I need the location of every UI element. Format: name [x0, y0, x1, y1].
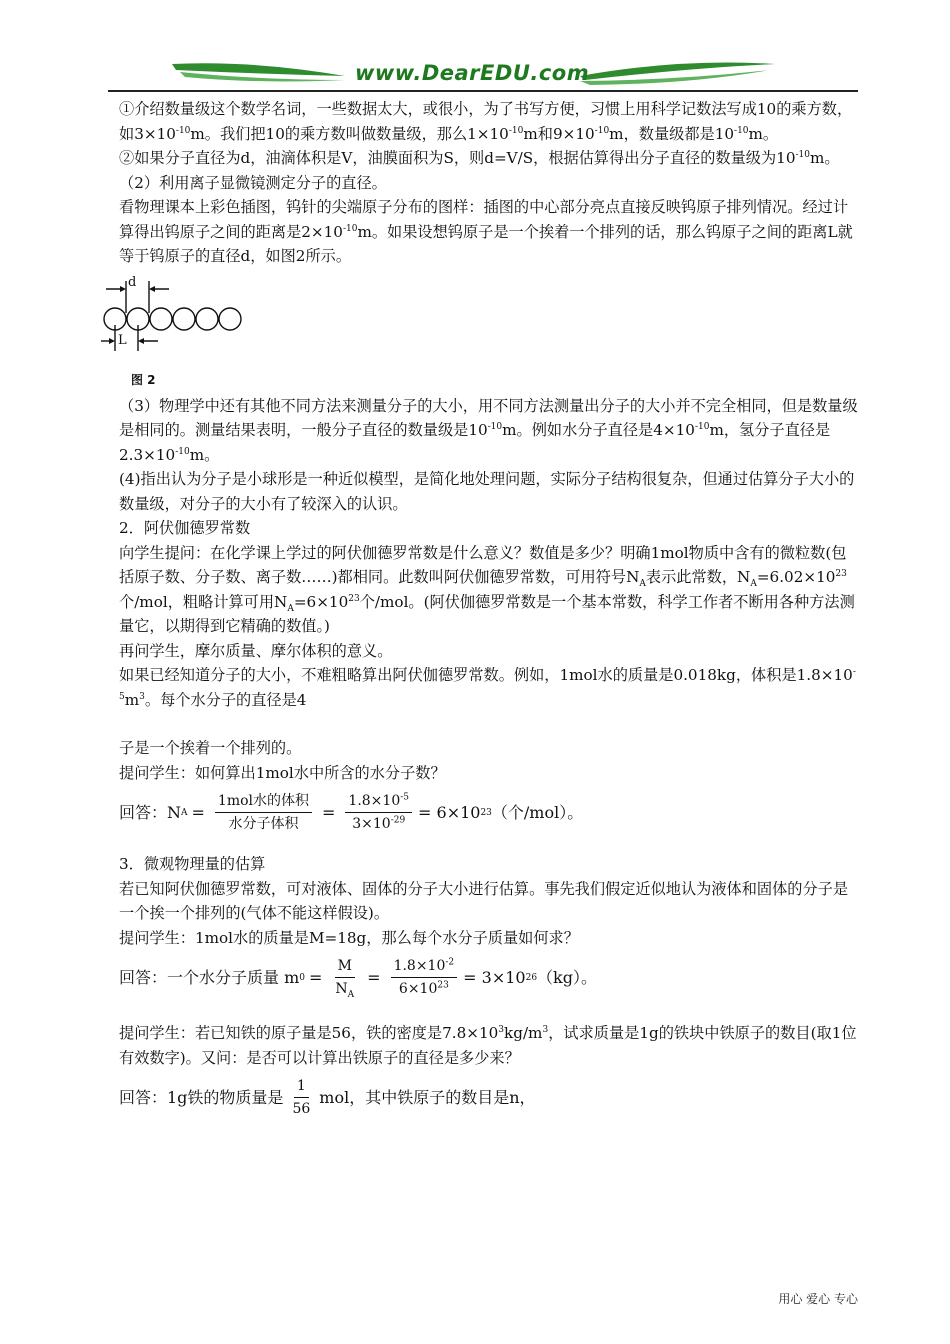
equation-iron-moles: 回答：1g铁的物质量是 $\frac{1}{56}$ mol，其中铁原子的数目是n， [119, 1078, 536, 1117]
figure-label-d: d [128, 274, 137, 290]
fraction-3: $\frac{M}{N_A}$ [335, 958, 355, 1000]
figure-caption: 图 2 [131, 372, 156, 387]
figure-2 [119, 269, 861, 394]
paragraph-8: 再问学生，摩尔质量、摩尔体积的意义。 [119, 641, 393, 660]
paragraph-4: 看物理课本上彩色插图，钨针的尖端原子分布的图样：插图的中心部分亮点直接反映钨原子排列情况。经过计算得出钨原子之间的距离是$2\times 10^{-10}m$。如果设想钨原子是一个挨着一个排列的话，那么钨原子之间的距离L就等于钨原子的直径d，如图2所示。 [119, 198, 853, 265]
document-body [119, 97, 861, 1127]
equation-molecule-mass: 回答：一个水分子质量 m 0 = $\frac{M}{N_A}$ = $\frac{1.8\times 10^{-2}}{6\times 10^{23}}$ = 3×10 26 （kg）。 [119, 957, 597, 1000]
paragraph-5: （3）物理学中还有其他不同方法来测量分子的大小，用不同方法测量出分子的大小并不完全相同，但是数量级是相同的。测量结果表明，一般分子直径的数量级是$10^{-10}m$。例如水分子直径是$4\times 10^{-10}m$，氢分子直径是$2.3\times 10^{-10}m$。 [119, 396, 858, 464]
paragraph-12: 若已知阿伏伽德罗常数，可对液体、固体的分子大小进行估算。事先我们假定近似地认为液体和固体的分子是一个挨一个排列的(气体不能这样假设)。 [119, 879, 848, 922]
paragraph-6: (4)指出认为分子是小球形是一种近似模型，是简化地处理问题，实际分子结构很复杂，但通过估算分子大小的数量级，对分子的大小有了较深入的认识。 [119, 470, 855, 513]
paragraph-14: 提问学生：若已知铁的原子量是56，铁的密度是$7.8\times 10^3kg/m^3$，试求质量是1g的铁块中铁原子的数目(取1位有效数字)。又问：是否可以计算出铁原子的直径是多少来？ [119, 1024, 857, 1067]
paragraph-13: 提问学生：1mol水的质量是M=18g，那么每个水分子质量如何求？ [119, 928, 579, 947]
paragraph-3: （2）利用离子显微镜测定分子的直径。 [119, 173, 387, 192]
header-rule [108, 90, 858, 92]
fraction-2: $\frac{1.8\times 10^{-5}}{3\times 10^{-29}}$ [345, 791, 412, 834]
page-header [0, 50, 950, 92]
equation-avogadro: 回答：N A = $\frac{\text{1mol水的体积}}{\text{水分子体积}}$ = $\frac{1.8\times 10^{-5}}{3\times 10^{-29}}$ = 6×10 23 （个/mol）。 [119, 792, 584, 832]
page-footer: 用心 爱心 专心 [778, 1292, 858, 1306]
paragraph-1: ①介绍数量级这个数学名词，一些数据太大，或很小，为了书写方便，习惯上用科学记数法写成10的乘方数，如$3\times 10^{-10}m$。我们把10的乘方数叫做数量级，那么$1\times 10^{-10}m$和$9\times 10^{-10}m$，数量级都是$10^{-10}m$。 [119, 100, 853, 143]
site-logo-text[interactable]: www.DearEDU.com [355, 61, 590, 85]
fraction-1: $\frac{\text{1mol水的体积}}{\text{水分子体积}}$ [215, 791, 312, 834]
paragraph-7: 向学生提问：在化学课上学过的阿伏伽德罗常数是什么意义？数值是多少？明确1mol物质中含有的微粒数(包括原子数、分子数、离子数……)都相同。此数叫阿伏伽德罗常数，可用符号$N_A$表示此常数，$N_A=6.02\times 10^{23}$个/mol，粗略计算可用$N_A=6\times 10^{23}$个/mol。(阿伏伽德罗常数是一个基本常数，科学工作者不断用各种方法测量它，以期得到它精确的数值。) [119, 543, 855, 635]
paragraph-11: 提问学生：如何算出1mol水中所含的水分子数？ [119, 763, 446, 782]
fraction-5: $\frac{1}{56}$ [292, 1078, 311, 1117]
section-heading-3: 3．微观物理量的估算 [119, 855, 266, 873]
fraction-4: $\frac{1.8\times 10^{-2}}{6\times 10^{23}}$ [391, 956, 458, 999]
paragraph-10: 子是一个挨着一个排列的。 [119, 739, 302, 757]
paragraph-9: 如果已经知道分子的大小，不难粗略算出阿伏伽德罗常数。例如，1mol水的质量是0.018kg，体积是$1.8\times 10^{-5}m^3$。每个水分子的直径是4 [119, 666, 856, 709]
figure-label-L: L [118, 332, 127, 348]
paragraph-2: ②如果分子直径为d，油滴体积是V，油膜面积为S，则d=V/S，根据估算得出分子直径的数量级为$10^{-10}m$。 [119, 149, 840, 167]
section-heading-2: 2．阿伏伽德罗常数 [119, 519, 251, 537]
